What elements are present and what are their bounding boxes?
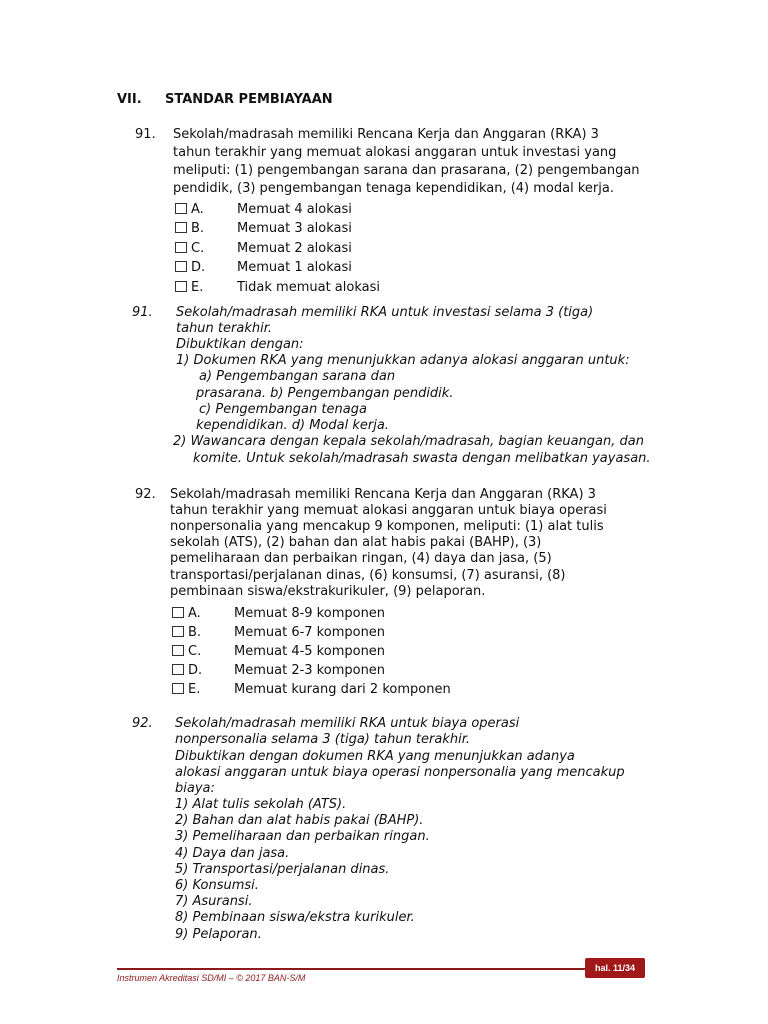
question-text-line: tahun terakhir yang memuat alokasi anggaran untuk biaya operasi bbox=[170, 503, 607, 518]
checkbox[interactable] bbox=[175, 261, 187, 272]
note-line: alokasi anggaran untuk biaya operasi nonpersonalia yang mencakup bbox=[175, 765, 625, 780]
question-text-line: meliputi: (1) pengembangan sarana dan prasarana, (2) pengembangan bbox=[173, 163, 640, 178]
note-line: c) Pengembangan tenaga bbox=[199, 402, 367, 417]
question-text-line: pemeliharaan dan perbaikan ringan, (4) daya dan jasa, (5) bbox=[170, 551, 552, 566]
question-text-line: pendidik, (3) pengembangan tenaga kependidikan, (4) modal kerja. bbox=[173, 181, 614, 196]
question-text-line: tahun terakhir yang memuat alokasi anggaran untuk investasi yang bbox=[173, 145, 617, 160]
checkbox[interactable] bbox=[172, 683, 184, 694]
option-letter: A. bbox=[191, 202, 204, 217]
option-text: Memuat 6-7 komponen bbox=[234, 625, 386, 640]
question-text-line: pembinaan siswa/ekstrakurikuler, (9) pelaporan. bbox=[170, 584, 486, 599]
option-text: Tidak memuat alokasi bbox=[237, 280, 380, 295]
note-line: 9) Pelaporan. bbox=[175, 927, 262, 942]
option-text: Memuat 4-5 komponen bbox=[234, 644, 386, 659]
question-number: 92. bbox=[135, 487, 156, 502]
note-line: 2) Bahan dan alat habis pakai (BAHP). bbox=[175, 813, 424, 828]
answer-option[interactable] bbox=[172, 604, 385, 623]
answer-option[interactable] bbox=[175, 239, 352, 258]
footer-text: Instrumen Akreditasi SD/MI – © 2017 BAN-S/M bbox=[117, 973, 306, 983]
checkbox[interactable] bbox=[172, 626, 184, 637]
option-text: Memuat kurang dari 2 komponen bbox=[234, 682, 451, 697]
checkbox[interactable] bbox=[175, 222, 187, 233]
checkbox[interactable] bbox=[175, 242, 187, 253]
note-line: prasarana. b) Pengembangan pendidik. bbox=[196, 386, 454, 401]
answer-option[interactable] bbox=[175, 219, 352, 238]
checkbox[interactable] bbox=[172, 645, 184, 656]
note-line: Sekolah/madrasah memiliki RKA untuk investasi selama 3 (tiga) bbox=[176, 305, 594, 320]
note-number: 92. bbox=[132, 716, 153, 731]
option-text: Memuat 2 alokasi bbox=[237, 241, 352, 256]
option-text: Memuat 1 alokasi bbox=[237, 260, 352, 275]
note-line: 8) Pembinaan siswa/ekstra kurikuler. bbox=[175, 910, 415, 925]
note-line: 4) Daya dan jasa. bbox=[175, 846, 290, 861]
option-letter: B. bbox=[191, 221, 205, 236]
question-number: 91. bbox=[135, 127, 156, 142]
note-line: 6) Konsumsi. bbox=[175, 878, 259, 893]
note-line: 2) Wawancara dengan kepala sekolah/madrasah, bagian keuangan, dan bbox=[173, 434, 644, 449]
answer-option[interactable] bbox=[172, 623, 385, 642]
section-title: STANDAR PEMBIAYAAN bbox=[165, 92, 333, 107]
note-line: a) Pengembangan sarana dan bbox=[199, 369, 396, 384]
note-line: Dibuktikan dengan: bbox=[176, 337, 304, 352]
answer-option[interactable] bbox=[175, 200, 352, 219]
answer-option[interactable] bbox=[172, 661, 385, 680]
note-line: 1) Alat tulis sekolah (ATS). bbox=[175, 797, 347, 812]
option-letter: B. bbox=[188, 625, 202, 640]
option-letter: A. bbox=[188, 606, 201, 621]
question-text-line: nonpersonalia yang mencakup 9 komponen, meliputi: (1) alat tulis bbox=[170, 519, 604, 534]
note-line: 3) Pemeliharaan dan perbaikan ringan. bbox=[175, 829, 430, 844]
section-number: VII. bbox=[117, 92, 142, 107]
question-text-line: Sekolah/madrasah memiliki Rencana Kerja dan Anggaran (RKA) 3 bbox=[173, 127, 599, 142]
note-line: tahun terakhir. bbox=[176, 321, 272, 336]
note-line: biaya: bbox=[175, 781, 215, 796]
note-line: 1) Dokumen RKA yang menunjukkan adanya alokasi anggaran untuk: bbox=[176, 353, 630, 368]
note-line: Sekolah/madrasah memiliki RKA untuk biaya operasi bbox=[175, 716, 520, 731]
answer-option[interactable] bbox=[175, 278, 380, 297]
checkbox[interactable] bbox=[172, 664, 184, 675]
option-text: Memuat 3 alokasi bbox=[237, 221, 352, 236]
checkbox[interactable] bbox=[172, 607, 184, 618]
option-letter: C. bbox=[188, 644, 202, 659]
note-line: Dibuktikan dengan dokumen RKA yang menunjukkan adanya bbox=[175, 749, 575, 764]
option-text: Memuat 2-3 komponen bbox=[234, 663, 386, 678]
question-text-line: Sekolah/madrasah memiliki Rencana Kerja dan Anggaran (RKA) 3 bbox=[170, 487, 596, 502]
note-line: 5) Transportasi/perjalanan dinas. bbox=[175, 862, 390, 877]
option-letter: C. bbox=[191, 241, 205, 256]
note-line: nonpersonalia selama 3 (tiga) tahun terakhir. bbox=[175, 732, 470, 747]
option-letter: E. bbox=[191, 280, 204, 295]
footer-divider bbox=[117, 968, 642, 970]
note-line: 7) Asuransi. bbox=[175, 894, 253, 909]
option-letter: D. bbox=[191, 260, 206, 275]
question-text-line: transportasi/perjalanan dinas, (6) konsumsi, (7) asuransi, (8) bbox=[170, 568, 566, 583]
option-letter: E. bbox=[188, 682, 201, 697]
page-number-badge: hal. 11/34 bbox=[585, 958, 645, 978]
question-text-line: sekolah (ATS), (2) bahan dan alat habis pakai (BAHP), (3) bbox=[170, 535, 542, 550]
option-letter: D. bbox=[188, 663, 203, 678]
checkbox[interactable] bbox=[175, 281, 187, 292]
option-text: Memuat 4 alokasi bbox=[237, 202, 352, 217]
note-line: kependidikan. d) Modal kerja. bbox=[196, 418, 389, 433]
note-number: 91. bbox=[132, 305, 153, 320]
answer-option[interactable] bbox=[175, 258, 352, 277]
answer-option[interactable] bbox=[172, 642, 385, 661]
option-text: Memuat 8-9 komponen bbox=[234, 606, 386, 621]
note-line: komite. Untuk sekolah/madrasah swasta dengan melibatkan yayasan. bbox=[193, 451, 651, 466]
answer-option[interactable] bbox=[172, 680, 451, 699]
checkbox[interactable] bbox=[175, 203, 187, 214]
